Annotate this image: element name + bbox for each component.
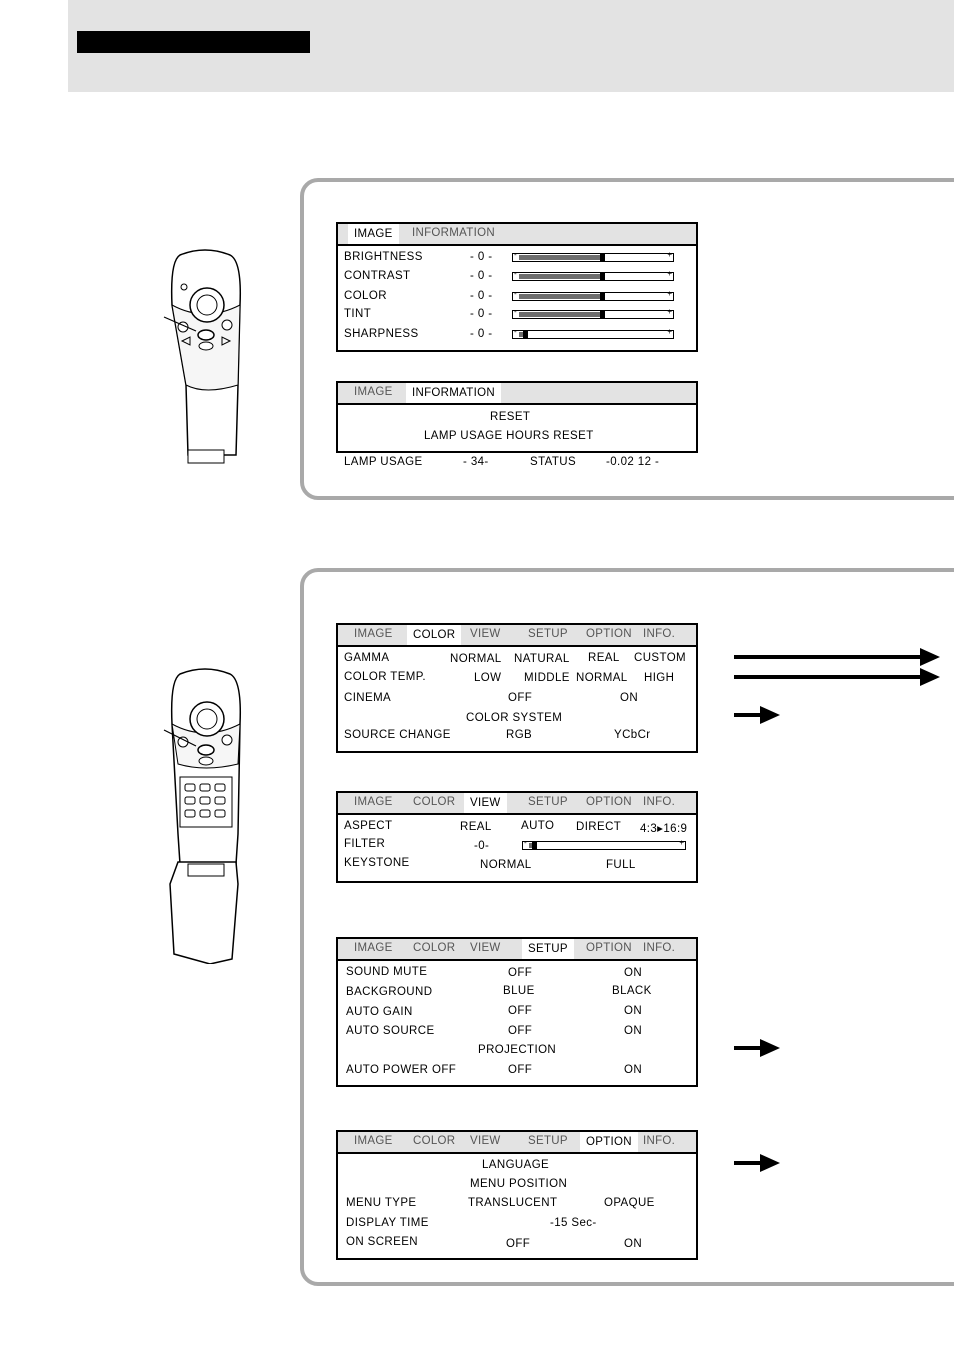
color-temp-middle[interactable]: MIDDLE: [524, 672, 570, 684]
tab-bar: [338, 224, 696, 246]
header-title-bar: [77, 31, 310, 53]
keystone-full[interactable]: FULL: [606, 859, 636, 871]
tab-image[interactable]: IMAGE: [354, 386, 393, 398]
tab-bar: [338, 793, 696, 815]
arrow-color-temp-icon: [734, 675, 922, 679]
cinema-label: CINEMA: [344, 692, 392, 704]
brightness-slider[interactable]: - +: [512, 253, 674, 262]
aspect-direct[interactable]: DIRECT: [576, 821, 622, 833]
auto-source-off[interactable]: OFF: [508, 1025, 533, 1037]
tab-view[interactable]: VIEW: [470, 942, 501, 954]
tab-option[interactable]: OPTION: [586, 942, 632, 954]
tab-color[interactable]: COLOR: [413, 1135, 456, 1147]
status-label: STATUS: [530, 456, 577, 468]
lamp-usage-value: - 34-: [463, 456, 489, 468]
tab-bar: [338, 625, 696, 647]
contrast-label: CONTRAST: [344, 270, 411, 282]
tab-color[interactable]: COLOR: [407, 625, 461, 645]
brightness-label: BRIGHTNESS: [344, 251, 423, 263]
color-temp-low[interactable]: LOW: [474, 672, 502, 684]
tint-label: TINT: [344, 308, 372, 320]
tab-image[interactable]: IMAGE: [354, 796, 393, 808]
sharpness-slider[interactable]: - +: [512, 330, 674, 339]
sound-mute-label: SOUND MUTE: [346, 966, 428, 978]
information-menu: [336, 381, 698, 453]
tab-info[interactable]: INFO.: [643, 942, 676, 954]
auto-gain-label: AUTO GAIN: [346, 1006, 413, 1018]
color-label: COLOR: [344, 290, 387, 302]
tab-image[interactable]: IMAGE: [354, 628, 393, 640]
auto-power-off-label: AUTO POWER OFF: [346, 1064, 457, 1076]
gamma-option-real[interactable]: REAL: [588, 652, 620, 664]
arrow-color-system-icon: [734, 713, 762, 717]
menu-type-opaque[interactable]: OPAQUE: [604, 1197, 655, 1209]
sharpness-label: SHARPNESS: [344, 328, 419, 340]
tab-image[interactable]: IMAGE: [354, 942, 393, 954]
lamp-usage-label: LAMP USAGE: [344, 456, 423, 468]
tab-color[interactable]: COLOR: [413, 796, 456, 808]
tab-setup[interactable]: SETUP: [522, 939, 574, 959]
gamma-option-custom[interactable]: CUSTOM: [634, 652, 687, 664]
tab-info[interactable]: INFO.: [643, 1135, 676, 1147]
brightness-value: - 0 -: [470, 251, 493, 263]
tab-image[interactable]: IMAGE: [348, 224, 399, 244]
tab-option[interactable]: OPTION: [586, 796, 632, 808]
background-blue[interactable]: BLUE: [503, 985, 535, 997]
aspect-real[interactable]: REAL: [460, 821, 492, 833]
menu-type-translucent[interactable]: TRANSLUCENT: [468, 1197, 558, 1209]
tab-option[interactable]: OPTION: [580, 1132, 638, 1152]
on-screen-label: ON SCREEN: [346, 1236, 418, 1248]
tab-information[interactable]: INFORMATION: [406, 383, 501, 403]
lamp-reset-item[interactable]: LAMP USAGE HOURS RESET: [424, 430, 594, 442]
tab-bar: [338, 1132, 696, 1154]
on-screen-on[interactable]: ON: [624, 1238, 643, 1250]
tab-info[interactable]: INFO.: [643, 796, 676, 808]
tab-view[interactable]: VIEW: [464, 793, 507, 813]
display-time-value: -15 Sec-: [550, 1217, 597, 1229]
tab-info[interactable]: INFO.: [643, 628, 676, 640]
color-temp-high[interactable]: HIGH: [644, 672, 675, 684]
color-temp-label: COLOR TEMP.: [344, 671, 426, 683]
auto-power-off-off[interactable]: OFF: [508, 1064, 533, 1076]
auto-gain-off[interactable]: OFF: [508, 1005, 533, 1017]
tab-option[interactable]: OPTION: [586, 628, 632, 640]
keystone-label: KEYSTONE: [344, 857, 410, 869]
remote-control-open-icon: [150, 664, 260, 964]
arrow-projection-icon: [734, 1046, 762, 1050]
contrast-value: - 0 -: [470, 270, 493, 282]
gamma-option-normal[interactable]: NORMAL: [450, 653, 502, 665]
display-time-label: DISPLAY TIME: [346, 1217, 429, 1229]
background-black[interactable]: BLACK: [612, 985, 652, 997]
projection-item[interactable]: PROJECTION: [478, 1044, 557, 1056]
arrow-language-icon: [734, 1161, 762, 1165]
tab-view[interactable]: VIEW: [470, 1135, 501, 1147]
aspect-label: ASPECT: [344, 820, 393, 832]
auto-gain-on[interactable]: ON: [624, 1005, 643, 1017]
aspect-auto[interactable]: AUTO: [521, 820, 555, 832]
reset-item[interactable]: RESET: [490, 411, 531, 423]
tab-view[interactable]: VIEW: [470, 628, 501, 640]
tab-setup[interactable]: SETUP: [528, 796, 568, 808]
background-label: BACKGROUND: [346, 986, 433, 998]
cinema-off[interactable]: OFF: [508, 692, 533, 704]
setup-menu: [336, 937, 698, 1087]
menu-type-label: MENU TYPE: [346, 1197, 417, 1209]
filter-label: FILTER: [344, 838, 386, 850]
page-header: [68, 0, 954, 92]
aspect-4-3-16-9[interactable]: 4:3▸16:9: [640, 823, 688, 835]
filter-value: -0-: [474, 840, 490, 852]
remote-control-icon: [150, 245, 260, 470]
tab-bar: [338, 383, 696, 405]
view-menu: [336, 791, 698, 883]
gamma-option-natural[interactable]: NATURAL: [514, 653, 570, 665]
language-item[interactable]: LANGUAGE: [482, 1159, 550, 1171]
keystone-normal[interactable]: NORMAL: [480, 859, 532, 871]
color-menu: [336, 623, 698, 753]
on-screen-off[interactable]: OFF: [506, 1238, 531, 1250]
sound-mute-off[interactable]: OFF: [508, 967, 533, 979]
color-temp-normal[interactable]: NORMAL: [576, 672, 628, 684]
tab-bar: [338, 939, 696, 961]
auto-power-off-on[interactable]: ON: [624, 1064, 643, 1076]
source-change-label: SOURCE CHANGE: [344, 729, 451, 741]
arrow-gamma-icon: [734, 655, 922, 659]
tab-color[interactable]: COLOR: [413, 942, 456, 954]
option-menu: [336, 1130, 698, 1260]
color-system-item[interactable]: COLOR SYSTEM: [466, 712, 563, 724]
gamma-label: GAMMA: [344, 652, 390, 664]
filter-slider[interactable]: - +: [522, 841, 686, 850]
source-change-rgb[interactable]: RGB: [506, 729, 533, 741]
tab-setup[interactable]: SETUP: [528, 628, 568, 640]
menu-position-item[interactable]: MENU POSITION: [470, 1178, 568, 1190]
sound-mute-on[interactable]: ON: [624, 967, 643, 979]
tab-information[interactable]: INFORMATION: [412, 227, 495, 239]
contrast-slider[interactable]: - +: [512, 272, 674, 281]
tint-value: - 0 -: [470, 308, 493, 320]
cinema-on[interactable]: ON: [620, 692, 639, 704]
color-slider[interactable]: - +: [512, 292, 674, 301]
auto-source-on[interactable]: ON: [624, 1025, 643, 1037]
source-change-ycbcr[interactable]: YCbCr: [614, 729, 651, 741]
tint-slider[interactable]: - +: [512, 310, 674, 319]
color-value: - 0 -: [470, 290, 493, 302]
auto-source-label: AUTO SOURCE: [346, 1025, 435, 1037]
status-value: -0.02 12 -: [606, 456, 660, 468]
image-menu: [336, 222, 698, 352]
tab-image[interactable]: IMAGE: [354, 1135, 393, 1147]
sharpness-value: - 0 -: [470, 328, 493, 340]
tab-setup[interactable]: SETUP: [528, 1135, 568, 1147]
